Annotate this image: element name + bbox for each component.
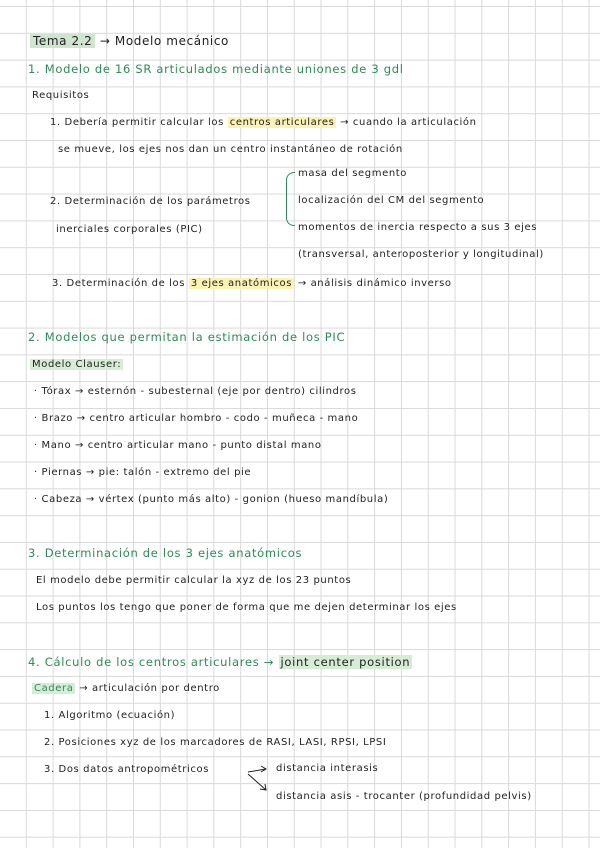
highlight-joint-center: joint center position <box>280 655 411 669</box>
cadera-text: → articulación por dentro <box>75 683 220 694</box>
section-3-line-1: El modelo debe permitir calcular la xyz de los 23 puntos <box>36 575 352 586</box>
bracket-item-2: localización del CM del segmento <box>298 195 485 206</box>
req-1-arrow-text: → cuando la articulación <box>336 117 477 128</box>
highlight-centros-articulares: centros articulares <box>229 117 335 128</box>
req-3-arrow-text: → análisis dinámico inverso <box>294 278 452 289</box>
title-main: Tema 2.2 <box>30 34 95 48</box>
section-4-heading <box>28 655 412 669</box>
clauser-item-3: · Piernas → pie: talón - extremo del pie <box>34 467 252 478</box>
req-1-text: 1. Debería permitir calcular los <box>50 117 228 128</box>
req-2-line-2: inerciales corporales (PIC) <box>56 224 203 235</box>
bracket-item-4: (transversal, anteroposterior y longitudinal) <box>298 249 544 260</box>
section-3-line-2: Los puntos los tengo que poner de forma que me dejen determinar los ejes <box>36 602 457 613</box>
page-title <box>30 34 229 48</box>
req-3-line <box>52 278 452 289</box>
clauser-item-4: · Cabeza → vértex (punto más alto) - gonion (hueso mandíbula) <box>34 494 389 505</box>
req-2-line-1: 2. Determinación de los parámetros <box>50 196 251 207</box>
modelo-clauser-text: Modelo Clauser: <box>32 359 122 370</box>
clauser-item-1: · Brazo → centro articular hombro - codo - muñeca - mano <box>34 413 359 424</box>
section-4-heading-text: 4. Cálculo de los centros articulares → <box>28 655 275 669</box>
section-4-item-3: 3. Dos datos antropométricos <box>44 764 210 775</box>
req-3-text: 3. Determinación de los <box>52 278 189 289</box>
antropo-item-2: distancia asis - trocanter (profundidad pelvis) <box>276 791 532 802</box>
bracket-item-1: masa del segmento <box>298 168 408 179</box>
req-1-line-1 <box>50 117 477 128</box>
clauser-item-0: · Tórax → esternón - subesternal (eje por dentro) cilindros <box>34 386 357 397</box>
curly-bracket <box>286 172 295 226</box>
clauser-item-2: · Mano → centro articular mano - punto distal mano <box>34 440 322 451</box>
antropo-item-1: distancia interasis <box>276 763 379 774</box>
branch-arrows <box>246 764 276 796</box>
highlight-3-ejes: 3 ejes anatómicos <box>190 278 293 289</box>
section-4-item-2: 2. Posiciones xyz de los marcadores de RASI, LASI, RPSI, LPSI <box>44 737 387 748</box>
section-2-heading: 2. Modelos que permitan la estimación de los PIC <box>28 330 346 344</box>
section-4-item-1: 1. Algoritmo (ecuación) <box>44 710 176 721</box>
cadera-label: Cadera <box>34 683 74 694</box>
title-rest: → Modelo mecánico <box>95 34 229 48</box>
section-3-heading: 3. Determinación de los 3 ejes anatómicos <box>28 546 303 560</box>
section-1-heading: 1. Modelo de 16 SR articulados mediante uniones de 3 gdl <box>28 62 404 76</box>
bracket-item-3: momentos de inercia respecto a sus 3 ejes <box>298 222 538 233</box>
modelo-clauser-label <box>30 359 123 370</box>
req-1-line-2: se mueve, los ejes nos dan un centro instantáneo de rotación <box>58 144 403 155</box>
requisitos-label: Requisitos <box>32 90 90 101</box>
cadera-line <box>32 683 220 694</box>
